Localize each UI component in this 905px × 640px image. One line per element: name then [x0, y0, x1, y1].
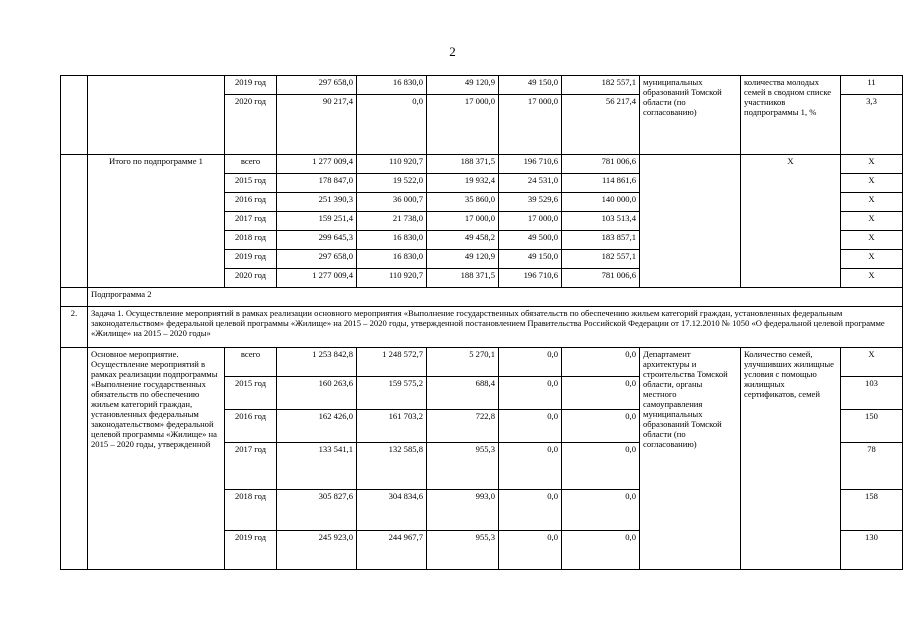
amount-cell: 0,0: [562, 410, 640, 443]
year-cell: всего: [225, 348, 277, 377]
indicator-cell: количества молодых семей в сводном списке участников подпрограммы 1, %: [741, 76, 841, 155]
amount-cell: 49 120,9: [427, 76, 499, 95]
amount-cell: 159 575,2: [357, 377, 427, 410]
amount-cell: 0,0: [499, 490, 562, 531]
name-cell: [88, 76, 225, 155]
page-number: 2: [449, 44, 456, 59]
num-cell: [61, 155, 88, 288]
amount-cell: 16 830,0: [357, 250, 427, 269]
financing-table: [60, 75, 903, 570]
amount-cell: 304 834,6: [357, 490, 427, 531]
amount-cell: 132 585,8: [357, 443, 427, 490]
amount-cell: 19 932,4: [427, 174, 499, 193]
amount-cell: 49 458,2: [427, 231, 499, 250]
event-name-cell: Основное мероприятие. Осуществление мероприятий в рамках реализации подпрограммы «Выполнение государственных обязательств по обеспечению жильем категорий граждан, установленных федеральным законодательством» федеральной целевой программы «Жилище» на 2015 – 2020 годы, утвержденной: [88, 348, 225, 570]
amount-cell: 0,0: [499, 348, 562, 377]
indicator-value-cell: X: [841, 348, 903, 377]
amount-cell: 993,0: [427, 490, 499, 531]
year-cell: 2018 год: [225, 231, 277, 250]
indicator-value-cell: 150: [841, 410, 903, 443]
amount-cell: 160 263,6: [277, 377, 357, 410]
amount-cell: 1 248 572,7: [357, 348, 427, 377]
indicator-cell: Количество семей, улучшивших жилищные условия с помощью жилищных сертификатов, семей: [741, 348, 841, 570]
amount-cell: 110 920,7: [357, 269, 427, 288]
year-cell: 2015 год: [225, 174, 277, 193]
year-cell: 2016 год: [225, 193, 277, 212]
amount-cell: 0,0: [499, 410, 562, 443]
amount-cell: 90 217,4: [277, 95, 357, 155]
year-cell: 2019 год: [225, 250, 277, 269]
amount-cell: 188 371,5: [427, 155, 499, 174]
task-number-cell: 2.: [61, 307, 88, 348]
num-cell: [61, 76, 88, 155]
amount-cell: 49 120,9: [427, 250, 499, 269]
amount-cell: 0,0: [499, 377, 562, 410]
amount-cell: 0,0: [562, 490, 640, 531]
amount-cell: 188 371,5: [427, 269, 499, 288]
amount-cell: 56 217,4: [562, 95, 640, 155]
amount-cell: 781 006,6: [562, 155, 640, 174]
amount-cell: 722,8: [427, 410, 499, 443]
year-cell: 2017 год: [225, 443, 277, 490]
indicator-value-cell: X: [841, 174, 903, 193]
amount-cell: 0,0: [499, 443, 562, 490]
amount-cell: 1 277 009,4: [277, 155, 357, 174]
table-body: [61, 76, 903, 570]
executor-cell: муниципальных образований Томской области (по согласованию): [640, 76, 741, 155]
year-cell: 2019 год: [225, 76, 277, 95]
amount-cell: 21 738,0: [357, 212, 427, 231]
amount-cell: 297 658,0: [277, 250, 357, 269]
amount-cell: 0,0: [562, 443, 640, 490]
indicator-value-cell: X: [841, 193, 903, 212]
indicator-value-cell: 78: [841, 443, 903, 490]
amount-cell: 0,0: [562, 377, 640, 410]
amount-cell: 182 557,1: [562, 250, 640, 269]
year-cell: всего: [225, 155, 277, 174]
amount-cell: 114 861,6: [562, 174, 640, 193]
table-row: [61, 307, 903, 348]
amount-cell: 49 150,0: [499, 250, 562, 269]
table-row: [61, 288, 903, 307]
amount-cell: 36 000,7: [357, 193, 427, 212]
amount-cell: 110 920,7: [357, 155, 427, 174]
amount-cell: 244 967,7: [357, 531, 427, 570]
subprogram-title-cell: Подпрограмма 2: [88, 288, 903, 307]
amount-cell: 196 710,6: [499, 269, 562, 288]
amount-cell: 0,0: [562, 348, 640, 377]
table-row: [61, 348, 903, 377]
year-cell: 2015 год: [225, 377, 277, 410]
amount-cell: 16 830,0: [357, 76, 427, 95]
amount-cell: 196 710,6: [499, 155, 562, 174]
amount-cell: 688,4: [427, 377, 499, 410]
amount-cell: 17 000,0: [427, 212, 499, 231]
amount-cell: 297 658,0: [277, 76, 357, 95]
amount-cell: 140 000,0: [562, 193, 640, 212]
amount-cell: 1 277 009,4: [277, 269, 357, 288]
amount-cell: 245 923,0: [277, 531, 357, 570]
amount-cell: 103 513,4: [562, 212, 640, 231]
year-cell: 2018 год: [225, 490, 277, 531]
amount-cell: 16 830,0: [357, 231, 427, 250]
year-cell: 2017 год: [225, 212, 277, 231]
num-cell: [61, 348, 88, 570]
indicator-value-cell: 158: [841, 490, 903, 531]
indicator-mark-cell: X: [741, 155, 841, 288]
amount-cell: 159 251,4: [277, 212, 357, 231]
amount-cell: 17 000,0: [427, 95, 499, 155]
indicator-value-cell: 130: [841, 531, 903, 570]
amount-cell: 955,3: [427, 531, 499, 570]
year-cell: 2020 год: [225, 95, 277, 155]
amount-cell: 955,3: [427, 443, 499, 490]
amount-cell: 49 150,0: [499, 76, 562, 95]
amount-cell: 251 390,3: [277, 193, 357, 212]
task-text-cell: Задача 1. Осуществление мероприятий в рамках реализации основного мероприятия «Выполнение государственных обязательств по обеспечению жильем категорий граждан, установленных федеральным законодательством» федеральной целевой программы «Жилище» на 2015 – 2020 годы, утвержденной постановлением Правительства Российской Федерации от 17.12.2010 № 1050 «О федеральной целевой программе «Жилище» на 2015 – 2020 годы»: [88, 307, 903, 348]
indicator-value-cell: X: [841, 212, 903, 231]
amount-cell: 1 253 842,8: [277, 348, 357, 377]
amount-cell: 35 860,0: [427, 193, 499, 212]
totals-label-cell: Итого по подпрограмме 1: [88, 155, 225, 288]
year-cell: 2016 год: [225, 410, 277, 443]
amount-cell: 781 006,6: [562, 269, 640, 288]
indicator-value-cell: 3,3: [841, 95, 903, 155]
amount-cell: 182 557,1: [562, 76, 640, 95]
amount-cell: 0,0: [562, 531, 640, 570]
amount-cell: 178 847,0: [277, 174, 357, 193]
amount-cell: 0,0: [357, 95, 427, 155]
amount-cell: 162 426,0: [277, 410, 357, 443]
amount-cell: 17 000,0: [499, 212, 562, 231]
indicator-value-cell: 11: [841, 76, 903, 95]
indicator-value-cell: X: [841, 231, 903, 250]
executor-cell: [640, 155, 741, 288]
amount-cell: 39 529,6: [499, 193, 562, 212]
year-cell: 2019 год: [225, 531, 277, 570]
amount-cell: 19 522,0: [357, 174, 427, 193]
amount-cell: 0,0: [499, 531, 562, 570]
indicator-value-cell: X: [841, 155, 903, 174]
executor-cell: Департамент архитектуры и строительства Томской области, органы местного самоуправления муниципальных образований Томской области (по согласованию): [640, 348, 741, 570]
amount-cell: 49 500,0: [499, 231, 562, 250]
amount-cell: 299 645,3: [277, 231, 357, 250]
amount-cell: 133 541,1: [277, 443, 357, 490]
amount-cell: 305 827,6: [277, 490, 357, 531]
amount-cell: 5 270,1: [427, 348, 499, 377]
indicator-value-cell: X: [841, 269, 903, 288]
indicator-value-cell: X: [841, 250, 903, 269]
indicator-value-cell: 103: [841, 377, 903, 410]
amount-cell: 17 000,0: [499, 95, 562, 155]
amount-cell: 161 703,2: [357, 410, 427, 443]
table-row: [61, 155, 903, 174]
table-row: [61, 76, 903, 95]
amount-cell: 24 531,0: [499, 174, 562, 193]
amount-cell: 183 857,1: [562, 231, 640, 250]
num-cell: [61, 288, 88, 307]
year-cell: 2020 год: [225, 269, 277, 288]
